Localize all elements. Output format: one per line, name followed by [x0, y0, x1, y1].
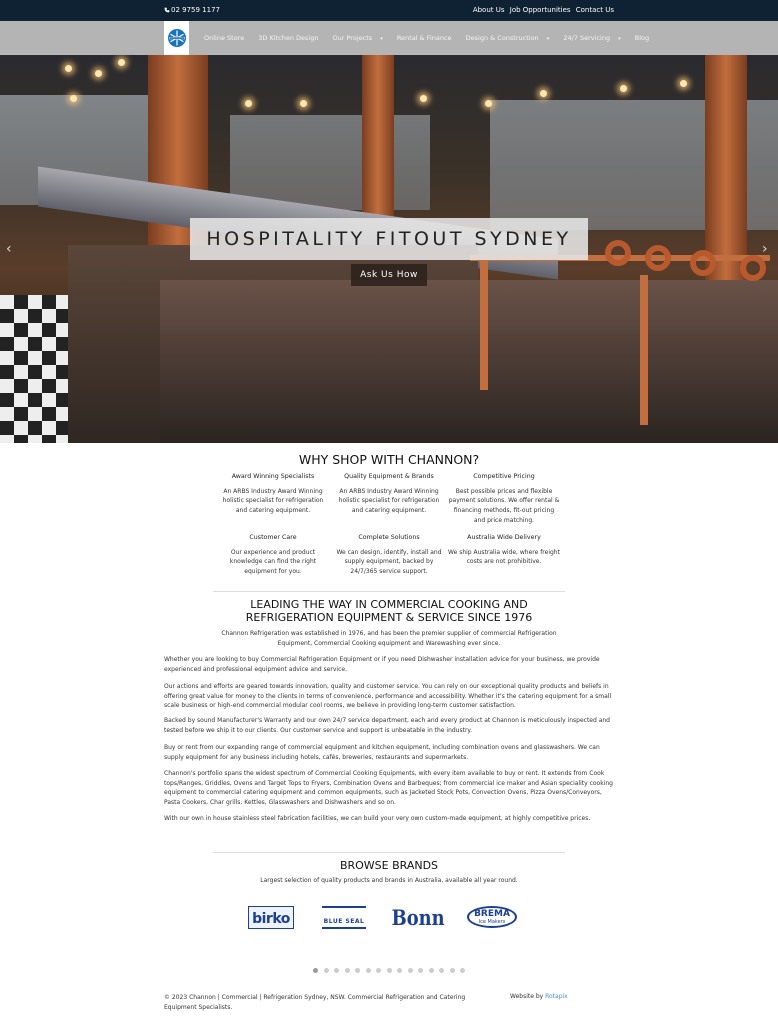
bar-surface — [160, 280, 778, 443]
brand-name: BLUE SEAL — [323, 917, 365, 925]
blue-seal-logo-frame — [322, 906, 367, 929]
brand-carousel-dot[interactable] — [429, 968, 434, 973]
lead-subtitle: Channon Refrigeration was established in 1976, and has been the premier supplier of commercial Refrigeration Equipment, Commercial Cooking equipment and Warewashing ever since. — [221, 630, 557, 647]
tap-ring — [645, 245, 671, 271]
nav-3d-kitchen-design[interactable] — [258, 34, 324, 42]
body-paragraph: Whether you are looking to buy Commercial Refrigeration Equipment or if you need Dishwasher installation advice for your business, we provide experienced and professional equipment advice and service. — [164, 656, 600, 673]
brand-carousel-dot[interactable] — [439, 968, 444, 973]
phone-icon — [164, 7, 170, 13]
slider-dots — [369, 433, 404, 439]
job-opportunities-link[interactable]: Job Opportunities — [509, 6, 571, 14]
slider-prev-icon[interactable]: ‹ — [6, 241, 12, 257]
brand-carousel-dot[interactable] — [345, 968, 350, 973]
feature-australia-wide-delivery — [448, 533, 560, 567]
brand-carousel-dot[interactable] — [397, 968, 402, 973]
feature-title: Complete Solutions — [358, 534, 420, 541]
tap-ring — [740, 255, 766, 281]
light-bulb — [95, 70, 102, 77]
why-shop-title: WHY SHOP WITH CHANNON? — [298, 452, 480, 467]
feature-title: Competitive Pricing — [473, 473, 535, 480]
body-paragraph: Channon's portfolio spans the widest spectrum of Commercial Cooking Equipments, with every item available to buy or rent. It extends from Cook tops/Ranges, Griddles, Ovens and Target Tops to Fryers, Combination Ovens and Barbeques; from commercial ice maker and Asian speciality cooking equipment to commercial catering equipment and common equipments, such as Jacketed Stock Pots, Convection Ovens, Pizza Ovens/Conveyors, Pasta Cookers, Char grills, Kettles, Glasswashers and Dishwashers and so on. — [164, 770, 613, 806]
phone-number[interactable] — [164, 6, 220, 14]
body-paragraph: With our own in house stainless steel fabrication facilities, we can build your very own custom-made equipment, at highly competitive prices. — [164, 815, 591, 822]
contact-us-link[interactable]: Contact Us — [575, 6, 614, 14]
caret-down-icon: ▾ — [618, 36, 621, 42]
feature-award-winning — [217, 472, 329, 516]
feature-complete-solutions — [333, 533, 445, 577]
brand-carousel-dot[interactable] — [460, 968, 465, 973]
footer-copyright: © 2023 Channon | Commercial | Refrigeration Sydney, NSW. Commercial Refrigeration and Catering Equipment Specialists. — [164, 994, 466, 1011]
copper-rail — [480, 260, 488, 390]
feature-title: Australia Wide Delivery — [467, 534, 541, 541]
light-bulb — [420, 95, 427, 102]
nav-rental-finance[interactable] — [397, 34, 458, 42]
top-links — [470, 6, 614, 14]
channon-logo[interactable] — [164, 21, 189, 55]
body-paragraph: Our actions and efforts are geared towards innovation, quality and customer service. You can rely on our exceptional quality products and beliefs in offering great value for money to the clients in terms of convenience, performance and accessibility. Whether it's the catering equipment for a small scale business or high-end commercial modular cool rooms, we believe in providing long-term customer satisfaction. — [164, 683, 612, 709]
brand-carousel-dot[interactable] — [334, 968, 339, 973]
brand-carousel-dot[interactable] — [324, 968, 329, 973]
nav-label: 3D Kitchen Design — [258, 34, 319, 42]
nav-label: Our Projects — [332, 34, 373, 42]
phone-text: 02 9759 1177 — [171, 6, 220, 14]
brand-logo-bonn[interactable] — [391, 903, 445, 931]
nav-online-store[interactable] — [204, 34, 250, 42]
brand-name: Bonn — [391, 904, 445, 930]
brand-carousel-dot[interactable] — [355, 968, 360, 973]
nav-label: 24/7 Servicing — [563, 34, 611, 42]
window-backdrop — [230, 115, 430, 210]
footer-credit — [510, 993, 568, 1000]
light-bulb — [118, 59, 125, 66]
brand-carousel-dots — [313, 958, 471, 964]
light-bulb — [245, 100, 252, 107]
nav-label: Design & Construction — [465, 34, 539, 42]
feature-text: Our experience and product knowledge can find the right equipment for you. — [229, 548, 317, 576]
nav-our-projects[interactable] — [333, 34, 389, 42]
feature-title: Award Winning Specialists — [231, 473, 315, 480]
section-divider — [213, 852, 565, 853]
section-divider — [213, 591, 565, 592]
nav-247-servicing[interactable] — [563, 34, 626, 42]
snowflake-icon — [167, 28, 187, 48]
tap-ring — [605, 240, 631, 266]
body-paragraph: Buy or rent from our expanding range of commercial equipment and kitchen equipment, including combination ovens and glasswashers. We can supply equipment for any business including hotels, cafés, breweries, restaurants and supermarkets. — [164, 744, 600, 761]
nav-label: Blog — [634, 34, 650, 42]
browse-brands-title: BROWSE BRANDS — [339, 859, 439, 872]
brand-carousel-dot[interactable] — [313, 968, 318, 973]
caret-down-icon: ▾ — [380, 36, 383, 42]
hero-title: HOSPITALITY FITOUT SYDNEY — [190, 218, 588, 260]
light-bulb — [620, 85, 627, 92]
brand-name: birko — [252, 910, 290, 927]
brema-logo-oval — [467, 906, 517, 928]
feature-competitive-pricing — [448, 472, 560, 526]
feature-quality-equipment — [333, 472, 445, 516]
feature-title: Customer Care — [249, 534, 297, 541]
slider-next-icon[interactable]: › — [762, 241, 768, 257]
feature-text: We can design, identify, install and supply equipment, backed by 24/7/365 service support. — [336, 548, 442, 576]
light-bulb — [485, 100, 492, 107]
nav-menu — [204, 34, 661, 42]
lead-title-line: REFRIGERATION EQUIPMENT & SERVICE SINCE 1976 — [245, 611, 533, 624]
light-bulb — [540, 90, 547, 97]
brand-name: BREMA — [474, 908, 510, 919]
tap-ring — [690, 250, 716, 276]
brand-carousel-dot[interactable] — [376, 968, 381, 973]
feature-text: We ship Australia wide, where freight costs are not prohibitive. — [448, 548, 560, 566]
brand-subname: Ice Makers — [478, 918, 506, 925]
about-us-link[interactable]: About Us — [472, 6, 505, 14]
brand-carousel-dot[interactable] — [366, 968, 371, 973]
light-bulb — [300, 100, 307, 107]
light-bulb — [70, 95, 77, 102]
lead-title-line: LEADING THE WAY IN COMMERCIAL COOKING AND — [250, 598, 528, 611]
nav-blog[interactable] — [635, 34, 655, 42]
birko-logo-frame — [248, 906, 294, 929]
light-bulb — [680, 80, 687, 87]
ask-us-how-button[interactable]: Ask Us How — [351, 264, 427, 286]
brand-logo-birko[interactable] — [244, 903, 298, 931]
brand-carousel-dot[interactable] — [408, 968, 413, 973]
brand-logo-brema[interactable] — [466, 903, 518, 931]
feature-text: Best possible prices and flexible payment solutions. We offer rental & financing methods, fit-out pricing and price matching. — [448, 487, 560, 524]
top-bar — [0, 0, 778, 21]
feature-customer-care — [217, 533, 329, 577]
nav-design-construction[interactable] — [466, 34, 556, 42]
light-bulb — [65, 65, 72, 72]
brand-carousel-dot[interactable] — [387, 968, 392, 973]
hero-slider — [0, 55, 778, 443]
body-paragraph: Backed by sound Manufacturer's Warranty and our own 24/7 service department, each and every product at Channon is meticulously inspected and tested before we ship it to our clients. Our customer service and support is unbeatable in the industry. — [164, 717, 610, 734]
caret-down-icon: ▾ — [546, 36, 550, 42]
nav-label: Online Store — [204, 34, 245, 42]
copper-rail — [640, 275, 648, 425]
rotapix-link[interactable]: Rotapix — [545, 993, 568, 1000]
brand-carousel-dot[interactable] — [418, 968, 423, 973]
credit-prefix: Website by — [510, 993, 544, 1000]
main-navbar — [0, 21, 778, 55]
feature-text: An ARBS Industry Award Winning holistic specialist for refrigeration and catering equipment. — [338, 487, 440, 515]
feature-text: An ARBS Industry Award Winning holistic specialist for refrigeration and catering equipment. — [222, 487, 324, 515]
browse-brands-subtitle: Largest selection of quality products and brands in Australia, available all year round. — [260, 877, 518, 884]
brand-carousel-dot[interactable] — [450, 968, 455, 973]
nav-label: Rental & Finance — [396, 34, 452, 42]
brand-logo-blue-seal[interactable] — [318, 903, 370, 931]
feature-title: Quality Equipment & Brands — [344, 473, 434, 480]
lead-title — [213, 598, 565, 624]
